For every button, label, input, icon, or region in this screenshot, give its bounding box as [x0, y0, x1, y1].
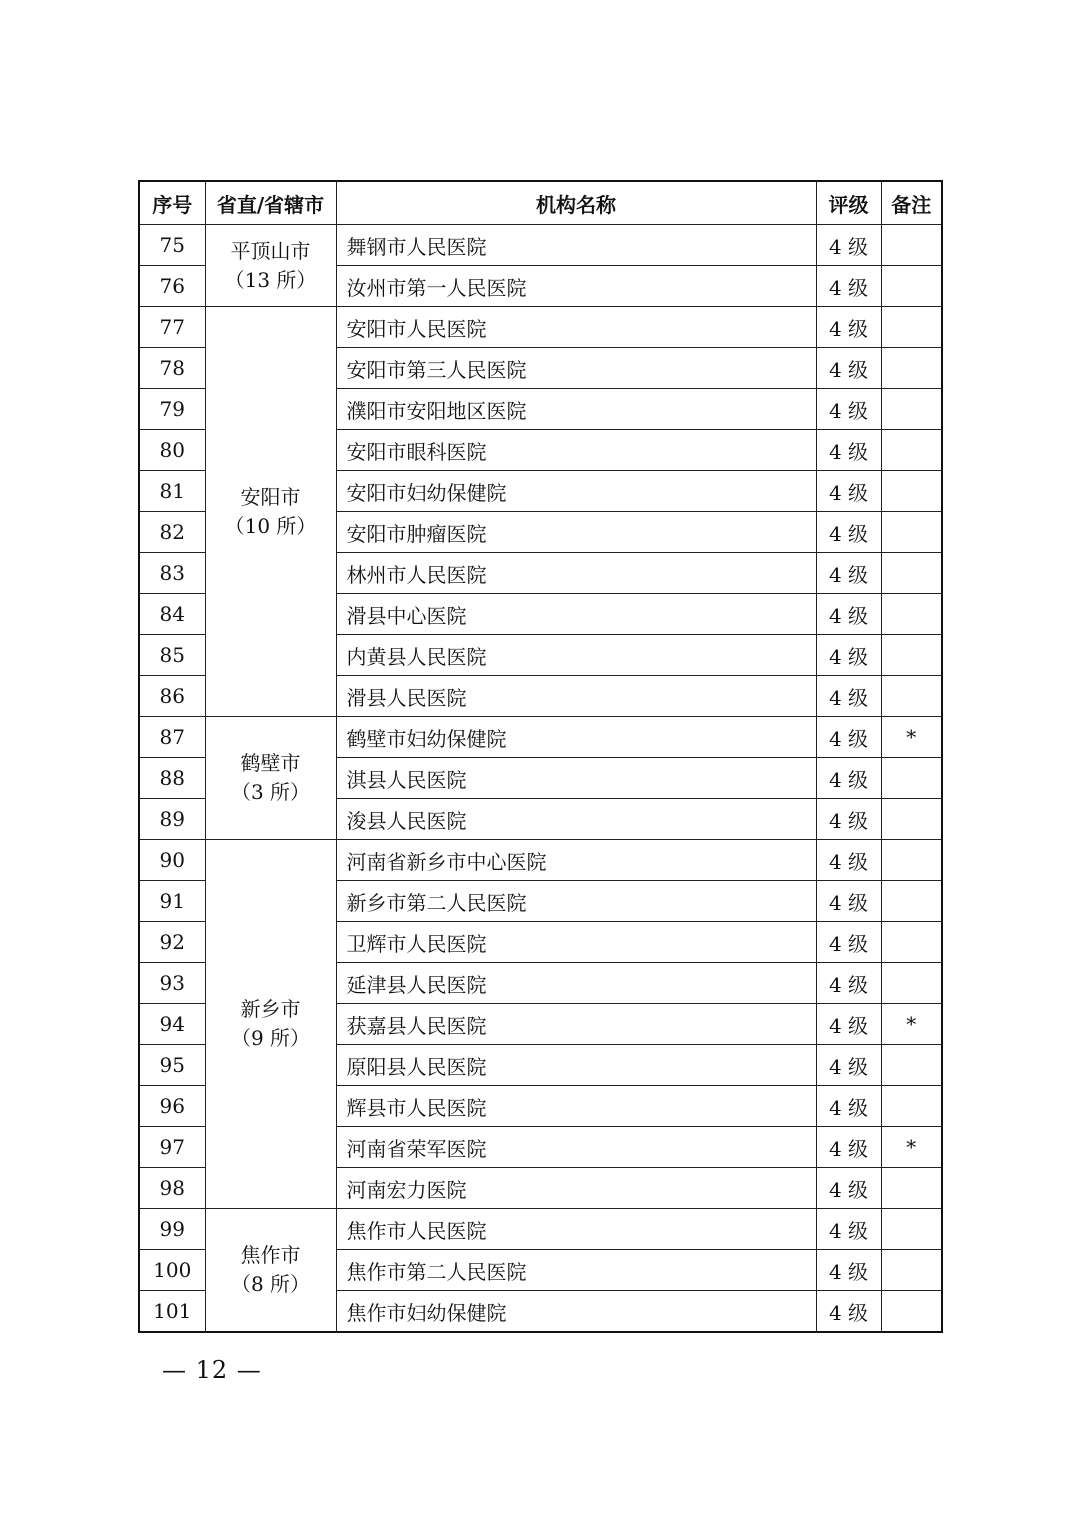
serial-number-cell: 100	[139, 1250, 205, 1291]
serial-number-cell: 75	[139, 225, 205, 266]
institution-name-cell: 卫辉市人民医院	[336, 922, 816, 963]
note-cell	[881, 1250, 942, 1291]
note-cell	[881, 799, 942, 840]
grade-cell: 4 级	[816, 225, 881, 266]
note-cell	[881, 348, 942, 389]
city-name: 平顶山市	[230, 238, 311, 263]
grade-cell: 4 级	[816, 266, 881, 307]
serial-number-cell: 87	[139, 717, 205, 758]
note-cell	[881, 676, 942, 717]
hospital-rating-table	[138, 180, 943, 1333]
city-cell	[205, 225, 336, 307]
grade-cell: 4 级	[816, 840, 881, 881]
serial-number-cell: 96	[139, 1086, 205, 1127]
city-institution-count: （9 所）	[230, 1026, 311, 1050]
serial-number-cell: 97	[139, 1127, 205, 1168]
note-cell	[881, 881, 942, 922]
serial-number-cell: 89	[139, 799, 205, 840]
grade-cell: 4 级	[816, 594, 881, 635]
grade-cell: 4 级	[816, 348, 881, 389]
grade-cell: 4 级	[816, 512, 881, 553]
note-cell: *	[881, 717, 942, 758]
serial-number-cell: 99	[139, 1209, 205, 1250]
city-institution-count: （13 所）	[224, 267, 317, 292]
note-cell	[881, 1209, 942, 1250]
note-cell	[881, 512, 942, 553]
header-institution-name: 机构名称	[336, 181, 816, 225]
institution-name-cell: 获嘉县人民医院	[336, 1004, 816, 1045]
note-cell	[881, 1045, 942, 1086]
serial-number-cell: 93	[139, 963, 205, 1004]
city-cell	[205, 307, 336, 717]
city-cell	[205, 1209, 336, 1333]
institution-name-cell: 浚县人民医院	[336, 799, 816, 840]
grade-cell: 4 级	[816, 1045, 881, 1086]
note-cell	[881, 225, 942, 266]
institution-name-cell: 淇县人民医院	[336, 758, 816, 799]
institution-name-cell: 滑县人民医院	[336, 676, 816, 717]
header-city: 省直/省辖市	[205, 181, 336, 225]
institution-name-cell: 滑县中心医院	[336, 594, 816, 635]
note-cell: *	[881, 1127, 942, 1168]
institution-name-cell: 安阳市肿瘤医院	[336, 512, 816, 553]
institution-name-cell: 安阳市眼科医院	[336, 430, 816, 471]
serial-number-cell: 83	[139, 553, 205, 594]
institution-name-cell: 焦作市人民医院	[336, 1209, 816, 1250]
grade-cell: 4 级	[816, 307, 881, 348]
grade-cell: 4 级	[816, 963, 881, 1004]
city-institution-count: （3 所）	[230, 780, 311, 804]
grade-cell: 4 级	[816, 881, 881, 922]
header-grade: 评级	[816, 181, 881, 225]
serial-number-cell: 80	[139, 430, 205, 471]
serial-number-cell: 82	[139, 512, 205, 553]
serial-number-cell: 85	[139, 635, 205, 676]
institution-name-cell: 河南省新乡市中心医院	[336, 840, 816, 881]
grade-cell: 4 级	[816, 1004, 881, 1045]
grade-cell: 4 级	[816, 758, 881, 799]
note-cell	[881, 758, 942, 799]
city-cell	[205, 717, 336, 840]
table-row	[139, 1209, 942, 1250]
serial-number-cell: 78	[139, 348, 205, 389]
grade-cell: 4 级	[816, 553, 881, 594]
grade-cell: 4 级	[816, 471, 881, 512]
grade-cell: 4 级	[816, 430, 881, 471]
grade-cell: 4 级	[816, 389, 881, 430]
note-cell	[881, 266, 942, 307]
serial-number-cell: 101	[139, 1291, 205, 1333]
note-cell	[881, 307, 942, 348]
serial-number-cell: 88	[139, 758, 205, 799]
serial-number-cell: 76	[139, 266, 205, 307]
table-row	[139, 840, 942, 881]
serial-number-cell: 77	[139, 307, 205, 348]
grade-cell: 4 级	[816, 1291, 881, 1333]
city-name: 安阳市	[240, 484, 301, 509]
table-header-row	[139, 181, 942, 225]
institution-name-cell: 焦作市第二人民医院	[336, 1250, 816, 1291]
serial-number-cell: 86	[139, 676, 205, 717]
grade-cell: 4 级	[816, 1168, 881, 1209]
note-cell	[881, 635, 942, 676]
city-name: 焦作市	[240, 1243, 301, 1267]
grade-cell: 4 级	[816, 676, 881, 717]
institution-name-cell: 林州市人民医院	[336, 553, 816, 594]
serial-number-cell: 92	[139, 922, 205, 963]
institution-name-cell: 原阳县人民医院	[336, 1045, 816, 1086]
serial-number-cell: 84	[139, 594, 205, 635]
institution-name-cell: 濮阳市安阳地区医院	[336, 389, 816, 430]
note-cell	[881, 1086, 942, 1127]
institution-name-cell: 安阳市第三人民医院	[336, 348, 816, 389]
note-cell	[881, 430, 942, 471]
grade-cell: 4 级	[816, 717, 881, 758]
header-serial-number: 序号	[139, 181, 205, 225]
grade-cell: 4 级	[816, 1250, 881, 1291]
serial-number-cell: 91	[139, 881, 205, 922]
grade-cell: 4 级	[816, 922, 881, 963]
grade-cell: 4 级	[816, 799, 881, 840]
grade-cell: 4 级	[816, 635, 881, 676]
note-cell	[881, 389, 942, 430]
note-cell	[881, 840, 942, 881]
note-cell: *	[881, 1004, 942, 1045]
city-name: 新乡市	[240, 997, 301, 1021]
city-institution-count: （8 所）	[230, 1272, 311, 1296]
serial-number-cell: 95	[139, 1045, 205, 1086]
institution-name-cell: 辉县市人民医院	[336, 1086, 816, 1127]
city-institution-count: （10 所）	[224, 513, 317, 538]
header-note: 备注	[881, 181, 942, 225]
institution-name-cell: 内黄县人民医院	[336, 635, 816, 676]
institution-name-cell: 焦作市妇幼保健院	[336, 1291, 816, 1333]
note-cell	[881, 594, 942, 635]
note-cell	[881, 553, 942, 594]
institution-name-cell: 延津县人民医院	[336, 963, 816, 1004]
institution-name-cell: 汝州市第一人民医院	[336, 266, 816, 307]
table-row	[139, 225, 942, 266]
grade-cell: 4 级	[816, 1127, 881, 1168]
serial-number-cell: 90	[139, 840, 205, 881]
institution-name-cell: 安阳市妇幼保健院	[336, 471, 816, 512]
serial-number-cell: 98	[139, 1168, 205, 1209]
city-name: 鹤壁市	[240, 751, 301, 775]
city-cell	[205, 840, 336, 1209]
institution-name-cell: 河南宏力医院	[336, 1168, 816, 1209]
institution-name-cell: 鹤壁市妇幼保健院	[336, 717, 816, 758]
serial-number-cell: 81	[139, 471, 205, 512]
serial-number-cell: 79	[139, 389, 205, 430]
grade-cell: 4 级	[816, 1086, 881, 1127]
institution-name-cell: 舞钢市人民医院	[336, 225, 816, 266]
grade-cell: 4 级	[816, 1209, 881, 1250]
institution-name-cell: 安阳市人民医院	[336, 307, 816, 348]
institution-name-cell: 新乡市第二人民医院	[336, 881, 816, 922]
table-body	[139, 225, 942, 1333]
table-row	[139, 717, 942, 758]
note-cell	[881, 471, 942, 512]
table-row	[139, 307, 942, 348]
note-cell	[881, 1291, 942, 1333]
note-cell	[881, 1168, 942, 1209]
serial-number-cell: 94	[139, 1004, 205, 1045]
note-cell	[881, 963, 942, 1004]
institution-name-cell: 河南省荣军医院	[336, 1127, 816, 1168]
page-number: — 12 —	[162, 1356, 262, 1384]
note-cell	[881, 922, 942, 963]
